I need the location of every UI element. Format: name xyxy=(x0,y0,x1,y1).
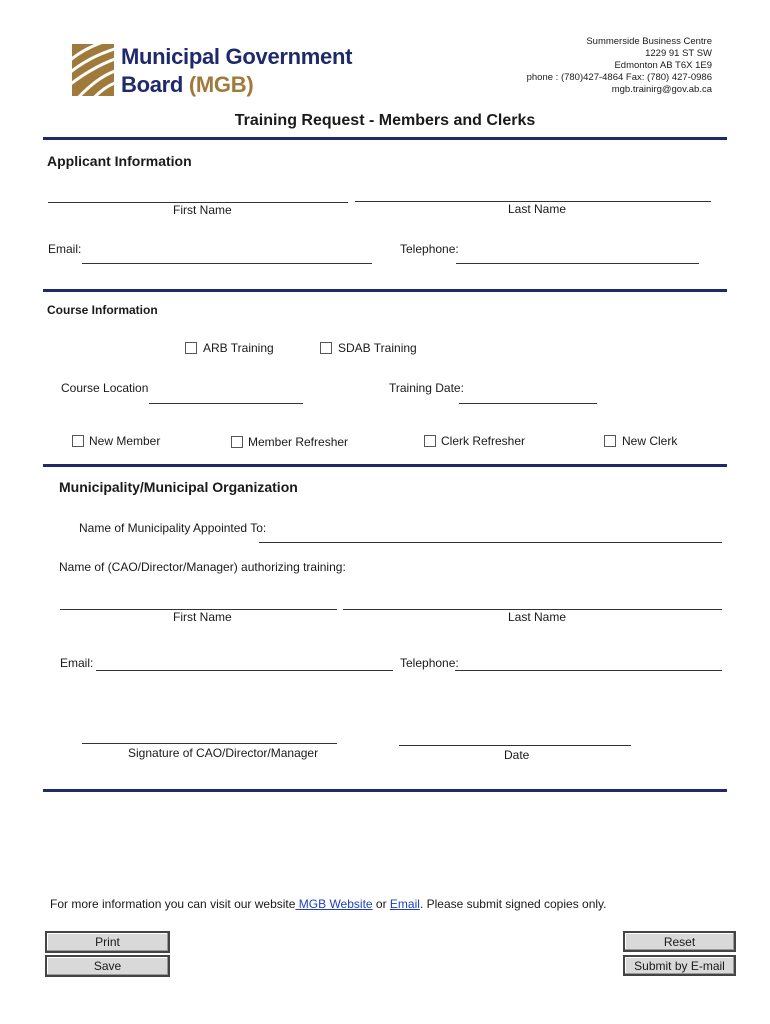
org-name-line2 xyxy=(121,72,253,98)
org-name-line1: Municipal Government xyxy=(121,44,353,69)
divider xyxy=(43,137,727,140)
applicant-heading: Applicant Information xyxy=(47,153,192,169)
authorizer-last-name-label: Last Name xyxy=(508,610,567,624)
new-member-label: New Member xyxy=(89,434,161,448)
signature-date-label: Date xyxy=(504,748,530,762)
new-clerk-checkbox[interactable] xyxy=(604,435,616,447)
training-date-field[interactable] xyxy=(459,403,597,404)
org-name-board: Board xyxy=(121,72,189,97)
mgb-logo-mark-icon xyxy=(72,44,114,96)
signature-label: Signature of CAO/Director/Manager xyxy=(128,746,319,760)
applicant-telephone-label: Telephone: xyxy=(400,242,459,256)
submit-email-button[interactable]: Submit by E-mail xyxy=(623,955,736,976)
address-line: Edmonton AB T6X 1E9 xyxy=(614,60,712,71)
reset-button[interactable]: Reset xyxy=(623,931,736,952)
authorizer-email-field[interactable] xyxy=(96,670,393,671)
applicant-email-field[interactable] xyxy=(82,263,372,264)
authorizer-first-name-label: First Name xyxy=(173,610,232,624)
course-location-field[interactable] xyxy=(149,403,303,404)
authorizer-telephone-label: Telephone: xyxy=(400,656,459,670)
arb-training-label: ARB Training xyxy=(203,341,274,355)
new-clerk-label: New Clerk xyxy=(622,434,678,448)
signature-field[interactable] xyxy=(82,743,337,744)
arb-training-checkbox[interactable] xyxy=(185,342,197,354)
sdab-training-label: SDAB Training xyxy=(338,341,417,355)
applicant-email-label: Email: xyxy=(48,242,82,256)
training-date-label: Training Date: xyxy=(389,381,464,395)
address-line: mgb.trainirg@gov.ab.ca xyxy=(611,84,712,95)
logo xyxy=(72,44,114,96)
address-block xyxy=(527,36,712,96)
municipality-appointed-label: Name of Municipality Appointed To: xyxy=(79,521,267,535)
member-refresher-checkbox[interactable] xyxy=(231,436,243,448)
clerk-refresher-label: Clerk Refresher xyxy=(441,434,526,448)
footer-or: or xyxy=(372,897,390,911)
save-button[interactable]: Save xyxy=(45,955,170,977)
course-heading: Course Information xyxy=(47,303,158,317)
applicant-telephone-field[interactable] xyxy=(456,263,699,264)
new-member-checkbox[interactable] xyxy=(72,435,84,447)
divider xyxy=(43,464,727,467)
authorizer-telephone-field[interactable] xyxy=(455,670,722,671)
course-location-label: Course Location xyxy=(61,381,149,395)
footer-info xyxy=(50,897,606,911)
divider xyxy=(43,289,727,292)
municipality-appointed-field[interactable] xyxy=(259,542,722,543)
mgb-website-link[interactable]: MGB Website xyxy=(295,897,373,911)
page-title: Training Request - Members and Clerks xyxy=(234,112,536,129)
print-button[interactable]: Print xyxy=(45,931,170,953)
signature-date-field[interactable] xyxy=(399,745,631,746)
authorizer-email-label: Email: xyxy=(60,656,94,670)
address-line: 1229 91 ST SW xyxy=(645,48,712,59)
municipality-heading: Municipality/Municipal Organization xyxy=(59,479,298,495)
applicant-first-name-label: First Name xyxy=(173,203,232,217)
email-link[interactable]: Email xyxy=(389,897,420,911)
footer-info-post: . Please submit signed copies only. xyxy=(419,897,607,911)
authorizing-label: Name of (CAO/Director/Manager) authorizing training: xyxy=(59,560,346,574)
member-refresher-label: Member Refresher xyxy=(248,435,349,449)
address-line: phone : (780)427-4864 Fax: (780) 427-0986 xyxy=(526,72,712,83)
footer-info-pre: For more information you can visit our website xyxy=(50,897,296,911)
applicant-last-name-label: Last Name xyxy=(508,202,567,216)
sdab-training-checkbox[interactable] xyxy=(320,342,332,354)
divider xyxy=(43,789,727,792)
org-name-abbr: (MGB) xyxy=(188,72,254,97)
address-line: Summerside Business Centre xyxy=(586,36,712,47)
clerk-refresher-checkbox[interactable] xyxy=(424,435,436,447)
